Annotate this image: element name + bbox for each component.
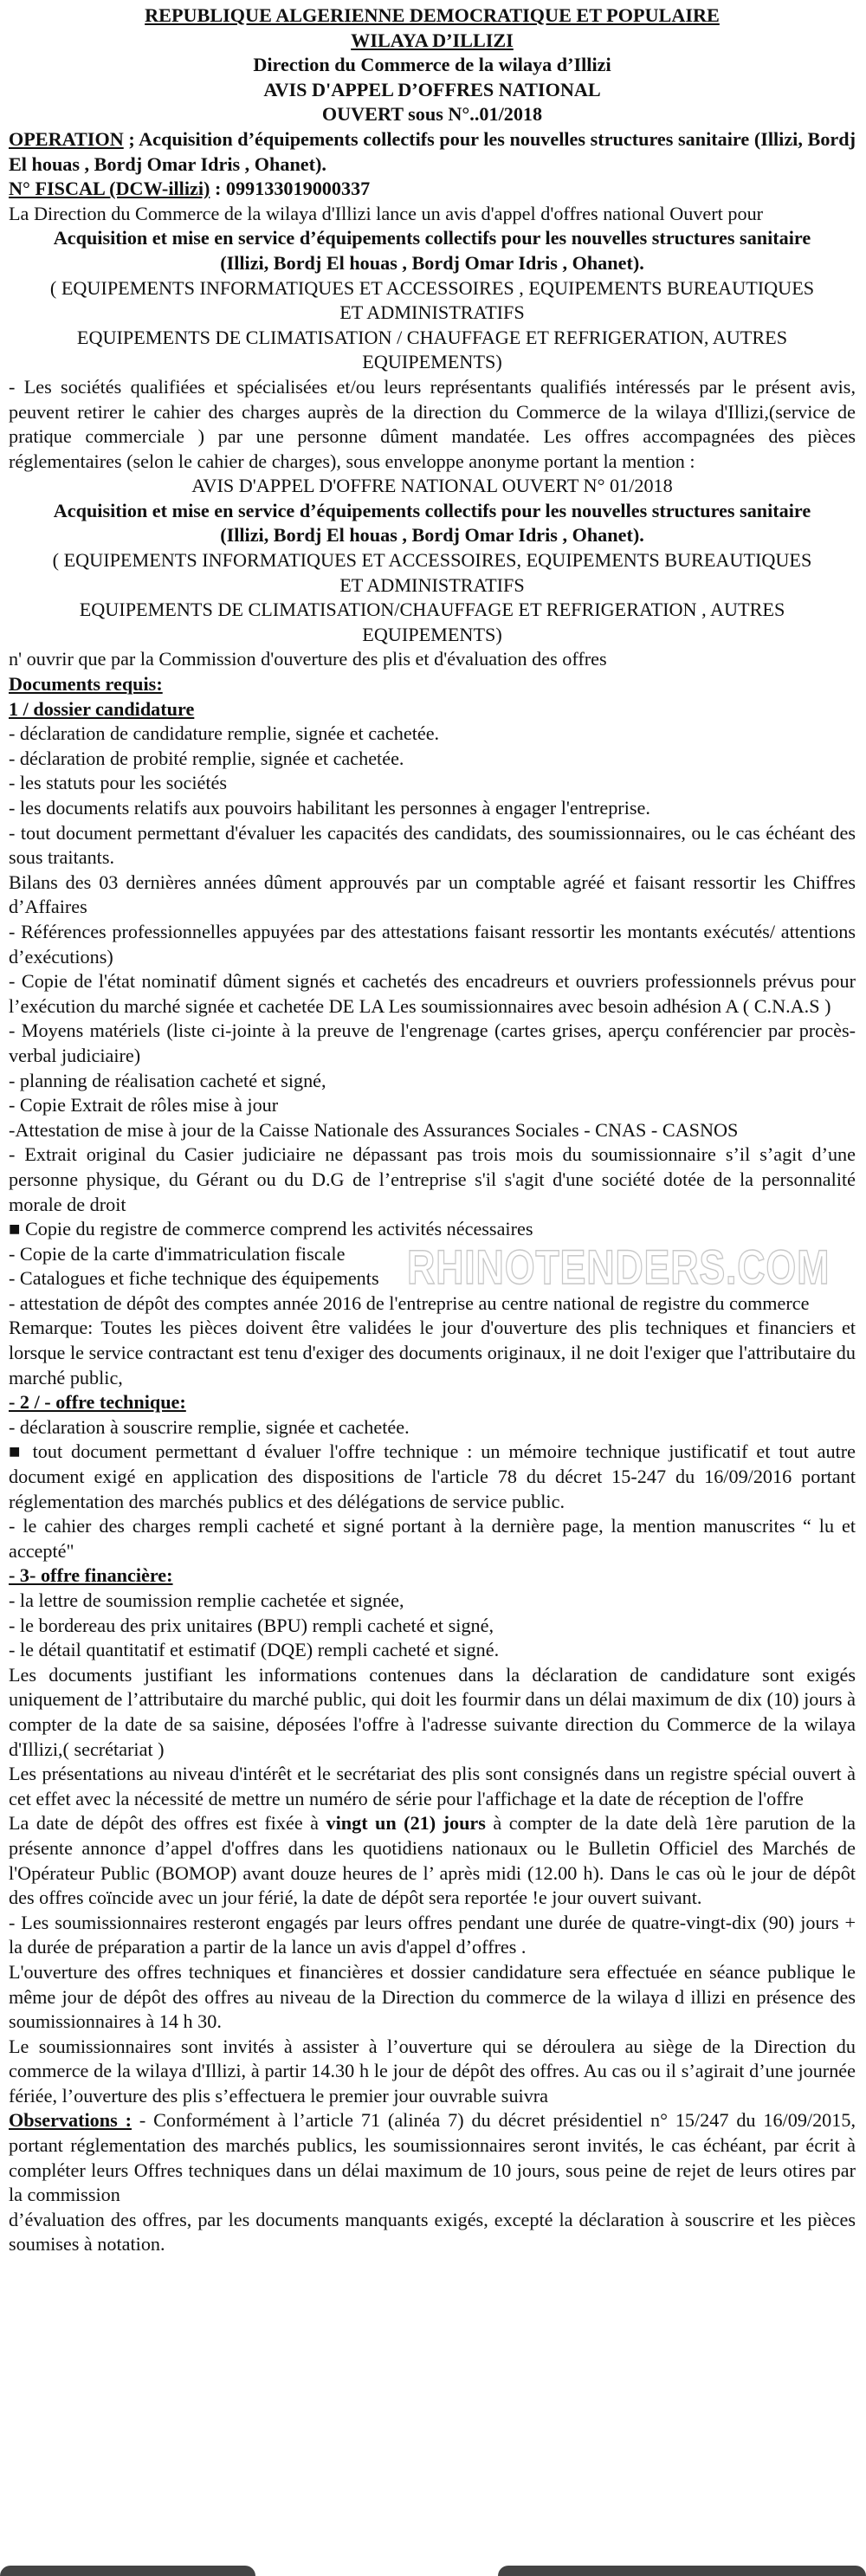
list-item: - Extrait original du Casier judiciaire ne dépassant pas trois mois du soumissionnaire s’il s’agit d’une personne physique, du Gérant ou du D.G de l’entreprise s'il s'agit d'une société dotée de la personnalité morale de droit bbox=[9, 1143, 856, 1215]
observations-paragraph bbox=[9, 2108, 856, 2207]
societes-text: - Les sociétés qualifiées et spécialisées et/ou leurs représentants qualifiés intéressés par le présent avis, peuvent retirer le cahier des charges auprès de la direction du Commerce de la wilaya d'Illizi,(service de pratique commerciale ) par une personne dûment mandatée. Les offres accompagnées des pièces réglementaires (selon le cahier de charges), sous enveloppe anonyme portant la mention : bbox=[9, 375, 856, 472]
list-item: - les documents relatifs aux pouvoirs habilitant les personnes à engager l'entreprise. bbox=[9, 797, 650, 819]
nif-text: : 099133019000337 bbox=[210, 178, 371, 200]
object-categories-2a: ( EQUIPEMENTS INFORMATIQUES ET ACCESSOIRES, EQUIPEMENTS BUREAUTIQUES ET ADMINISTRATIFS bbox=[52, 549, 812, 596]
header-line-2: WILAYA D’ILLIZI bbox=[351, 29, 514, 51]
list-item: - les statuts pour les sociétés bbox=[9, 772, 228, 794]
object-title-1: Acquisition et mise en service d’équipements collectifs pour les nouvelles structures sanitaire (Illizi, Bordj El houas , Bordj Omar Idris , Ohanet). bbox=[53, 227, 811, 274]
watermark-text: RHINOTENDERS.COM bbox=[407, 1239, 830, 1294]
financiere-heading: - 3- offre financière: bbox=[9, 1564, 173, 1587]
list-item: - le cahier des charges rempli cacheté et signé portant à la dernière page, la mention manuscrites “ lu et accepté" bbox=[9, 1515, 856, 1562]
object-categories-1a: ( EQUIPEMENTS INFORMATIQUES ET ACCESSOIRES , EQUIPEMENTS BUREAUTIQUES ET ADMINISTRATIFS bbox=[49, 276, 815, 324]
list-item: - la lettre de soumission remplie cachetée et signée, bbox=[9, 1589, 404, 1611]
list-item: - déclaration à souscrire remplie, signée et cachetée. bbox=[9, 1415, 410, 1438]
operation-line bbox=[9, 127, 856, 177]
operation-label: OPERATION bbox=[9, 127, 124, 150]
list-item: ■ Copie du registre de commerce comprend les activités nécessaires bbox=[9, 1218, 533, 1240]
nouvrir-text: n' ouvrir que par la Commission d'ouverture des plis et d'évaluation des offres bbox=[9, 648, 607, 670]
object-categories-1b: EQUIPEMENTS DE CLIMATISATION / CHAUFFAGE ET REFRIGERATION, AUTRES EQUIPEMENTS) bbox=[76, 326, 788, 373]
remarque-text: Remarque: Toutes les pièces doivent être validées le jour d'ouverture des plis techniques et financiers et lorsque le service contractant est tenu d'exiger des documents originaux, il ne doit l'exiger que l'attributaire du marché public, bbox=[9, 1317, 856, 1388]
list-item: - Moyens matériels (liste ci-jointe à la preuve de l'engrenage (cartes grises, aperçu conférencier par procès-verbal judiciaire) bbox=[9, 1019, 856, 1066]
list-item: - déclaration de probité remplie, signée et cachetée. bbox=[9, 747, 404, 769]
object-title-2: Acquisition et mise en service d’équipements collectifs pour les nouvelles structures sanitaire (Illizi, Bordj El houas , Bordj Omar Idris , Ohanet). bbox=[53, 499, 811, 547]
list-item: - Copie Extrait de rôles mise à jour bbox=[9, 1094, 279, 1116]
list-item: Les présentations au niveau d'intérêt et le secrétariat des plis sont consignés dans un registre spécial ouvert à cet effet avec la nécessité de mettre un numéro de série pour l'affichage et la date de réception de l'offre bbox=[9, 1763, 856, 1809]
list-item: - Références professionnelles appuyées par des attestations faisant ressortir les montants exécutés/ attentions d’exécutions) bbox=[9, 920, 856, 968]
header-line-3: Direction du Commerce de la wilaya d’Illizi bbox=[253, 54, 611, 76]
intro-text: La Direction du Commerce de la wilaya d'Illizi lance un avis d'appel d'offres national Ouvert pour bbox=[9, 202, 764, 224]
list-item: - Catalogues et fiche technique des équipements bbox=[9, 1267, 379, 1290]
list-item: Les documents justifiant les informations contenues dans la déclaration de candidature sont exigés uniquement de l’attributaire du marché public, qui doit les fourmir dans un délai maximum de dix (10) jours à compter de la date de sa saisine, déposées l'offre à l'adresse suivante direction du Commerce de la wilaya d'Illizi,( secrétariat ) bbox=[9, 1663, 856, 1760]
observations-label: Observations : bbox=[9, 2109, 132, 2132]
list-item: - Copie de la carte d'immatriculation fiscale bbox=[9, 1242, 346, 1265]
list-item: - tout document permettant d'évaluer les capacités des candidats, des soumissionnaires, ou le cas échéant des sous traitants. bbox=[9, 821, 856, 869]
ouverture-paragraph: L'ouverture des offres techniques et financières et dossier candidature sera effectuée en séance publique le même jour de dépôt des offres au niveau de la Direction du commerce de la wilaya d illizi en présence des soumissionnaires à 14 h 30. bbox=[9, 1960, 856, 2033]
list-item: Bilans des 03 dernières années dûment approuvés par un comptable agréé et faisant ressortir les Chiffres d’Affaires bbox=[9, 871, 856, 918]
header-line-5: OUVERT sous N°..01/2018 bbox=[321, 103, 543, 126]
list-item: - planning de réalisation cacheté et signé, bbox=[9, 1069, 326, 1091]
tender-notice bbox=[9, 3, 856, 2257]
docs-requis-heading: Documents requis: bbox=[9, 673, 163, 696]
list-item: - le détail quantitatif et estimatif (DQE) rempli cacheté et signé. bbox=[9, 1639, 500, 1661]
list-item: - déclaration de candidature remplie, signée et cachetée. bbox=[9, 722, 440, 745]
engagement-paragraph: - Les soumissionnaires resteront engagés par leurs offres pendant une durée de quatre-vingt-dix (90) jours + la durée de préparation a partir de la lance un avis d'appel d’offres . bbox=[9, 1911, 856, 1958]
technique-list bbox=[9, 1415, 856, 1564]
list-item: - Copie de l'état nominatif dûment signés et cachetés des encadreurs et ouvriers professionnels prévus pour l’exécution du marché signée et cachetée DE LA Les soumissionnaires avec besoin adhésion A ( C.N.A.S ) bbox=[9, 970, 856, 1017]
bottom-bar-right bbox=[498, 2566, 866, 2576]
observations-text: - Conformément à l’article 71 (alinéa 7) du décret présidentiel n° 15/247 du 16/09/2015, portant réglementation des marchés publics, les soumissionnaires seront invités, le cas échéant, par écrit à compléter leurs Offres techniques dans un délai maximum de 10 jours, sous peine de rejet de leurs otires par la commission bbox=[9, 2109, 856, 2206]
header-line-1: REPUBLIQUE ALGERIENNE DEMOCRATIQUE ET POPULAIRE bbox=[145, 4, 720, 26]
object-categories-2b: EQUIPEMENTS DE CLIMATISATION/CHAUFFAGE ET REFRIGERATION , AUTRES EQUIPEMENTS) bbox=[79, 599, 785, 645]
depot-delay: vingt un (21) jours bbox=[326, 1812, 486, 1835]
watermark-logo bbox=[407, 1239, 830, 1295]
nif-line bbox=[9, 177, 856, 202]
list-item: - le bordereau des prix unitaires (BPU) rempli cacheté et signé, bbox=[9, 1614, 494, 1636]
financiere-list bbox=[9, 1589, 856, 1811]
bottom-bar-left bbox=[0, 2566, 255, 2576]
list-item: -Attestation de mise à jour de la Caisse Nationale des Assurances Sociales - CNAS - CASNOS bbox=[9, 1118, 739, 1141]
header-line-4: AVIS D'APPEL D’OFFRES NATIONAL bbox=[263, 78, 601, 100]
dossier-heading: 1 / dossier candidature bbox=[9, 697, 195, 720]
object-ref-2: AVIS D'APPEL D'OFFRE NATIONAL OUVERT N° 01/2018 bbox=[191, 475, 673, 497]
assister-paragraph: Le soumissionnaires sont invités à assister à l’ouverture qui se déroulera au siège de la Direction du commerce de la wilaya d'Illizi, à partir 14.30 h le jour de dépôt des offres. Au cas ou il s’agirait d’une journée fériée, l’ouverture des plis s’effectuera le premier jour ouvrable suivra bbox=[9, 2035, 856, 2107]
observations-tail: d’évaluation des offres, par les documents manquants exigés, excepté la déclaration à souscrire et les pièces soumises à notation. bbox=[9, 2208, 856, 2256]
depot-post: à compter de la date delà 1ère parution de la présente annonce d’appel d'offres dans les quotidiens nationaux ou le Bulletin Officiel des Marchés de l'Opérateur Public (BOMOP) avant douze heures de l’ après midi (12.00 h). Dans le cas où le jour de dépôt des offres coïncide avec un jour férié, la date de dépôt sera reportée !e jour ouvert suivant. bbox=[9, 1812, 856, 1909]
depot-paragraph bbox=[9, 1811, 856, 1910]
list-item: - attestation de dépôt des comptes année 2016 de l'entreprise au centre national de registre du commerce bbox=[9, 1291, 810, 1314]
nif-label: N° FISCAL (DCW-illizi) bbox=[9, 178, 210, 200]
depot-pre: La date de dépôt des offres est fixée à bbox=[9, 1812, 326, 1835]
list-item: ■ tout document permettant d évaluer l'offre technique : un mémoire technique justificatif et tout autre document exigé en application des dispositions de l'article 78 du décret 15-247 du 16/09/2016 portant réglementation des marchés publics et des délégations de service public. bbox=[9, 1440, 856, 1512]
technique-heading: - 2 / - offre technique: bbox=[9, 1391, 186, 1414]
operation-text: ; Acquisition d’équipements collectifs pour les nouvelles structures sanitaire (Illizi, Bordj El houas , Bordj Omar Idris , Ohanet). bbox=[9, 127, 856, 175]
